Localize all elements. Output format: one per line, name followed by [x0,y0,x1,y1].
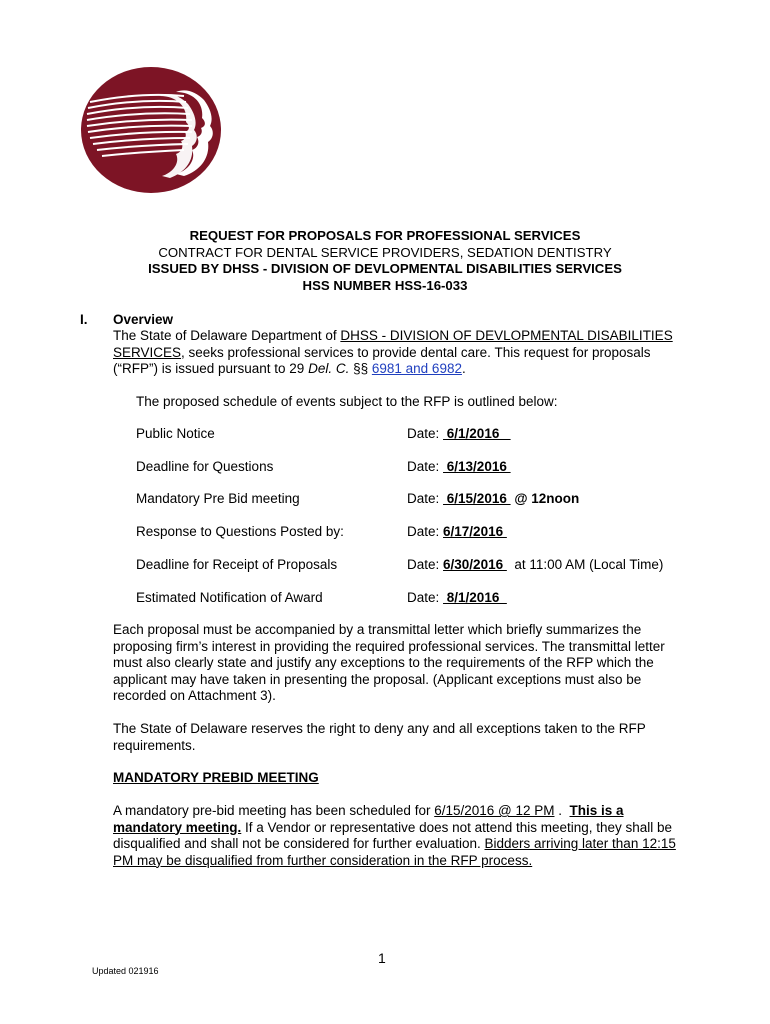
reserve-paragraph: The State of Delaware reserves the right to deny any and all exceptions taken to the RFP requirements. [113,721,646,753]
date-prefix: Date: [407,524,444,539]
schedule-intro: The proposed schedule of events subject to the RFP is outlined below: [136,394,558,409]
schedule-label: Public Notice [136,426,215,441]
header-title: REQUEST FOR PROPOSALS FOR PROFESSIONAL SERVICES [189,228,581,243]
schedule-date [407,557,663,572]
schedule-row [136,590,696,608]
overview-text-a: The State of Delaware Department of [113,328,341,343]
date-prefix: Date: [407,557,444,572]
section-number: I. [80,312,88,327]
date-value: 6/1/2016 [443,426,511,441]
overview-text-c: §§ [349,361,372,376]
mandatory-emphasis: This is a mandatory meeting. [113,803,624,835]
page-number: 1 [378,950,386,966]
dhss-logo [80,66,222,194]
date-extra: at 11:00 AM (Local Time) [506,557,664,572]
schedule-label: Deadline for Questions [136,459,274,474]
mandatory-paragraph [113,803,688,869]
date-value: 6/15/2016 [443,491,511,506]
overview-text-d: . [461,361,466,376]
transmittal-paragraph: Each proposal must be accompanied by a transmittal letter which briefly summarizes the proposing firm’s interest in providing the required professional services. The transmittal letter must also clearly state and justify any exceptions to the requirements of the RFP which the applicant may have taken in presenting the proposal. (Applicant exceptions must also be recorded on Attachment 3). [113,622,665,703]
date-value: 6/17/2016 [443,524,507,539]
schedule-date [407,491,579,506]
date-prefix: Date: [407,426,444,441]
section-title: Overview [113,312,174,327]
overview-text-b: , seeks professional services to provide dental care. This request for proposals (“RFP”) is issued pursuant to 29 [113,344,651,376]
schedule-label: Estimated Notification of Award [136,590,323,605]
late-arrival-warning: Bidders arriving later than 12:15 PM may be disqualified from further consideration in the RFP process. [113,836,676,868]
schedule-label: Deadline for Receipt of Proposals [136,557,338,572]
schedule-row [136,524,696,542]
statute-cite: Del. C. [308,361,350,376]
date-prefix: Date: [407,459,444,474]
header-number: HSS NUMBER HSS-16-033 [302,277,468,293]
date-value: 8/1/2016 [443,590,507,605]
date-extra: @ 12noon [510,491,580,506]
date-value: 6/13/2016 [443,459,511,474]
schedule-date [407,590,507,605]
meeting-datetime: 6/15/2016 @ 12 PM [434,803,555,818]
document-header [0,228,770,294]
header-contract: CONTRACT FOR DENTAL SERVICE PROVIDERS, SEDATION DENTISTRY [158,244,612,260]
schedule-label: Mandatory Pre Bid meeting [136,491,300,506]
mandatory-text-b: . [554,803,570,818]
date-prefix: Date: [407,491,444,506]
schedule-date [407,459,511,474]
header-issuer: ISSUED BY DHSS - DIVISION OF DEVLOPMENTAL DISABILITIES SERVICES [148,261,622,276]
schedule-date [407,426,511,441]
schedule-row [136,459,696,477]
statute-link[interactable]: 6981 and 6982 [371,361,462,376]
schedule-row [136,557,696,575]
schedule-row [136,426,696,444]
mandatory-heading: MANDATORY PREBID MEETING [113,770,319,785]
mandatory-text-a: A mandatory pre-bid meeting has been scheduled for [113,803,435,818]
date-prefix: Date: [407,590,444,605]
agency-name: DHSS - DIVISION OF DEVLOPMENTAL DISABILITIES SERVICES [113,328,673,360]
mandatory-text-c: If a Vendor or representative does not attend this meeting, they shall be disqualified and shall not be considered for further evaluation. [113,819,673,851]
overview-paragraph [113,328,683,378]
schedule-label: Response to Questions Posted by: [136,524,344,539]
date-value: 6/30/2016 [443,557,507,572]
schedule-row [136,491,696,509]
schedule-date [407,524,507,539]
updated-date: Updated 021916 [92,966,159,976]
